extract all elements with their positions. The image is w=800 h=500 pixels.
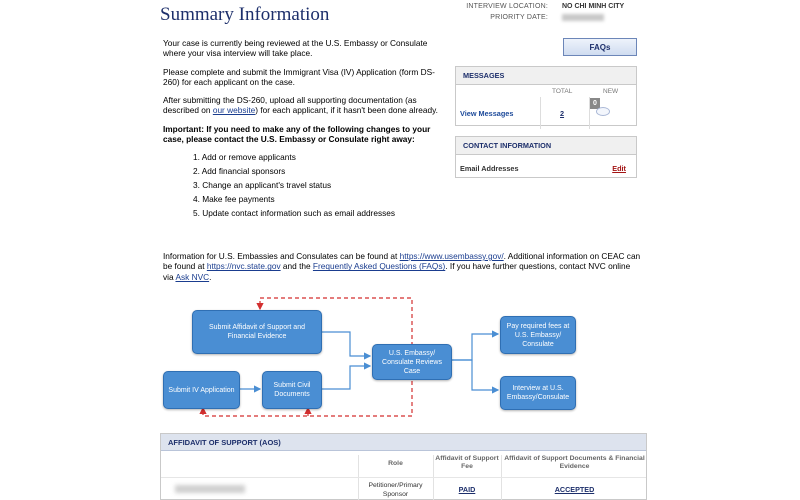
info-text-5: . [209,271,212,282]
info-paragraph [163,251,643,282]
node-pay-fees: Pay required fees at U.S. Embassy/ Consulate [500,316,576,354]
list-item: 2. Add financial sponsors [193,166,286,177]
node-submit-iv: Submit IV Application [163,371,240,409]
email-addresses-label: Email Addresses [460,164,519,173]
ask-nvc-link[interactable]: Ask NVC [175,271,210,282]
new-column-label: NEW [603,88,619,95]
info-text-1: Information for U.S. Embassies and Consulates can be found at [163,251,400,261]
info-text-4: . If you have further questions, contact NVC online via [163,261,631,282]
role-column-header: Role [388,460,403,467]
docs-column-header: Affidavit of Support Documents & Financial Evidence [504,455,645,470]
node-embassy-review: U.S. Embassy/ Consulate Reviews Case [372,344,452,380]
process-flow-diagram [160,294,600,424]
arrow-civil-to-review [322,366,370,389]
aos-table [161,451,646,500]
nvc-link[interactable]: https://nvc.state.gov [206,261,281,272]
priority-date-value [562,12,604,23]
contact-header: CONTACT INFORMATION [456,137,636,155]
contact-panel [455,136,637,178]
arrow-review-to-fees [452,334,498,360]
list-item: 1. Add or remove applicants [193,152,296,163]
total-column-label: TOTAL [552,88,573,95]
fee-column-header: Affidavit of Support Fee [435,455,499,470]
info-text-2: . Additional information on CEAC can be found at [163,251,641,272]
our-website-link[interactable]: our website [212,105,256,116]
new-messages-count: 0 [590,98,600,109]
upload-paragraph [163,95,448,116]
messages-panel [455,66,637,126]
usembassy-link[interactable]: https://www.usembassy.gov/ [399,251,504,261]
node-interview: Interview at U.S. Embassy/Consulate [500,376,576,410]
node-submit-civil-docs: Submit Civil Documents [262,371,322,409]
node-submit-affidavit: Submit Affidavit of Support and Financial Evidence [192,310,322,354]
fee-status-link[interactable]: PAID [458,485,476,494]
ds260-paragraph: Please complete and submit the Immigrant Visa (IV) Application (form DS-260) for each applicant on the case. [163,66,435,87]
view-messages-link[interactable]: View Messages [460,109,514,118]
priority-date-label: PRIORITY DATE: [490,14,548,21]
column-divider [540,97,541,129]
speech-bubble-icon [596,107,610,116]
change-list [163,152,448,218]
aos-header: AFFIDAVIT OF SUPPORT (AOS) [161,434,646,451]
list-item: 4. Make fee payments [193,194,275,205]
docs-status-link[interactable]: ACCEPTED [554,485,595,494]
arrow-affidavit-to-review [322,332,370,356]
upload-text-1: After submitting the DS-260, upload all supporting documentation (as described on [163,95,417,116]
arrow-review-to-interview [452,360,498,390]
sponsor-name [175,485,245,493]
case-instructions [163,38,448,222]
edit-email-link[interactable]: Edit [612,164,626,173]
faqs-button[interactable]: FAQs [563,38,637,56]
interview-location-label: INTERVIEW LOCATION: [466,3,548,10]
row-divider [161,477,646,478]
total-messages-count[interactable]: 2 [560,109,565,118]
status-paragraph: Your case is currently being reviewed at the U.S. Embassy or Consulate where your visa interview will take place. [163,38,428,59]
list-item: 3. Change an applicant's travel status [193,180,332,191]
aos-section [160,433,647,500]
interview-location-value: NO CHI MINH CITY [562,3,625,10]
messages-header: MESSAGES [456,67,636,85]
faqs-link[interactable]: Frequently Asked Questions (FAQs) [312,261,446,272]
interview-meta [460,1,650,23]
info-text-3: and the [280,261,313,272]
list-item: 5. Update contact information such as email addresses [193,208,395,219]
upload-text-2: ) for each applicant, if it hasn't been done already. [255,105,438,116]
important-notice: Important: If you need to make any of the following changes to your case, please contact the U.S. Embassy or Consulate right away: [163,123,431,145]
sponsor-role: Petitioner/Primary Sponsor [368,482,423,498]
page-title: Summary Information [160,4,330,25]
